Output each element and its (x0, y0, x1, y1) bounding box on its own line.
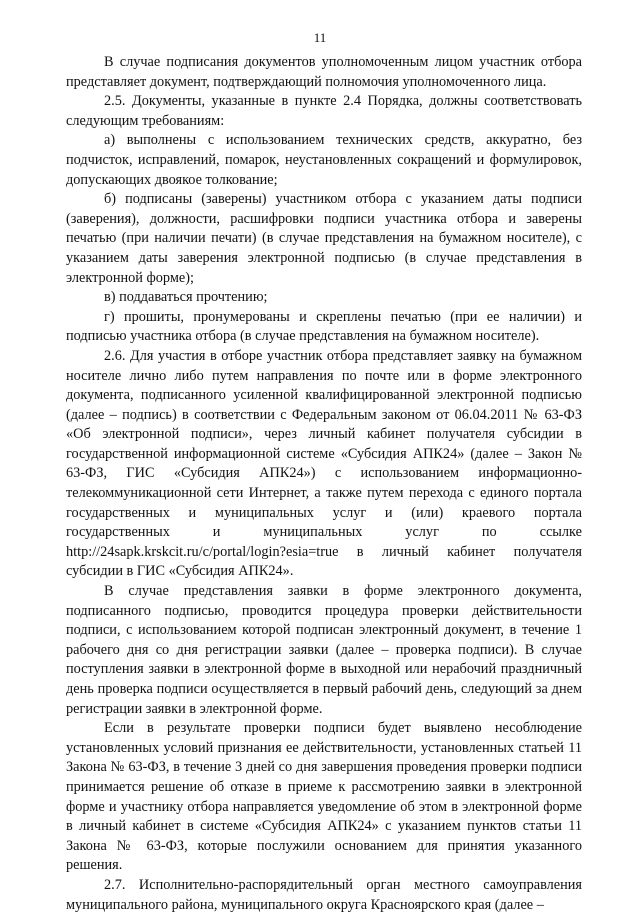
paragraph-signature-check: В случае представления заявки в форме электронного документа, подписанного подписью, проводится процедура проверки действительности подписи, с использованием которой подписан электронный документ, в течение 1 рабочего дня со дня регистрации заявки (далее – проверка подписи). В случае поступления заявки в электронной форме в выходной или нерабочий праздничный день проверка подписи осуществляется в первый рабочий день, следующий за днем регистрации заявки в электронной форме. (66, 583, 582, 717)
document-body (66, 53, 582, 915)
paragraph-2-5-a: а) выполнены с использованием технических средств, аккуратно, без подчисток, исправлений, помарок, неустановленных сокращений и формулировок, допускающих двоякое толкование; (66, 132, 582, 188)
paragraph-2-5-v: в) поддаваться прочтению; (104, 289, 268, 306)
page-number: 11 (313, 30, 327, 45)
paragraph-2-5-g: г) прошиты, пронумерованы и скреплены печатью (при ее наличии) и подписью участника отбора (в случае представления на бумажном носителе). (66, 308, 582, 345)
paragraph-2-5-b: б) подписаны (заверены) участником отбора с указанием даты подписи (заверения), должности, расшифровки подписи участника отбора и заверены печатью (при наличии печати) (в случае представления на бумажном носителе), с указанием даты заверения электронной подписью (в случае представления в электронной форме); (66, 191, 582, 286)
paragraph-2-5: 2.5. Документы, указанные в пункте 2.4 Порядка, должны соответствовать следующим требованиям: (66, 93, 582, 129)
paragraph-authorized-person: В случае подписания документов уполномоченным лицом участник отбора представляет документ, подтверждающий полномочия уполномоченного лица. (66, 54, 582, 90)
paragraph-signature-failure: Если в результате проверки подписи будет выявлено несоблюдение установленных условий признания ее действительности, установленных статьей 11 Закона № 63-ФЗ, в течение 3 дней со дня завершения проведения проверки подписи принимается решение об отказе в приеме к рассмотрению заявки в электронной форме и участнику отбора направляется уведомление об этом в электронной форме в личный кабинет в системе «Субсидия АПК24» с указанием пунктов статьи 11 Закона № 63-ФЗ, которые послужили основанием для принятия указанного решения. (66, 720, 582, 874)
paragraph-2-6: 2.6. Для участия в отборе участник отбора представляет заявку на бумажном носителе лично либо путем направления по почте или в форме электронного документа, подписанного усиленной квалифицированной электронной подписью (далее – подпись) в соответствии с Федеральным законом от 06.04.2011 № 63-ФЗ «Об электронной подписи», через личный кабинет получателя субсидии в государственной информационной системе «Субсидия АПК24» (далее – Закон № 63-ФЗ, ГИС «Субсидия АПК24») с использованием информационно-телекоммуникационной сети Интернет, а также путем перехода с единого портала государственных и муниципальных услуг и (или) краевого портала государственных и муниципальных услуг по ссылке http://24sapk.krskcit.ru/c/portal/login?esia=true в личный кабинет получателя субсидии в ГИС «Субсидия АПК24». (66, 347, 582, 580)
paragraph-2-7: 2.7. Исполнительно-распорядительный орган местного самоуправления муниципального района, муниципального округа Красноярского края (далее – (66, 876, 582, 913)
